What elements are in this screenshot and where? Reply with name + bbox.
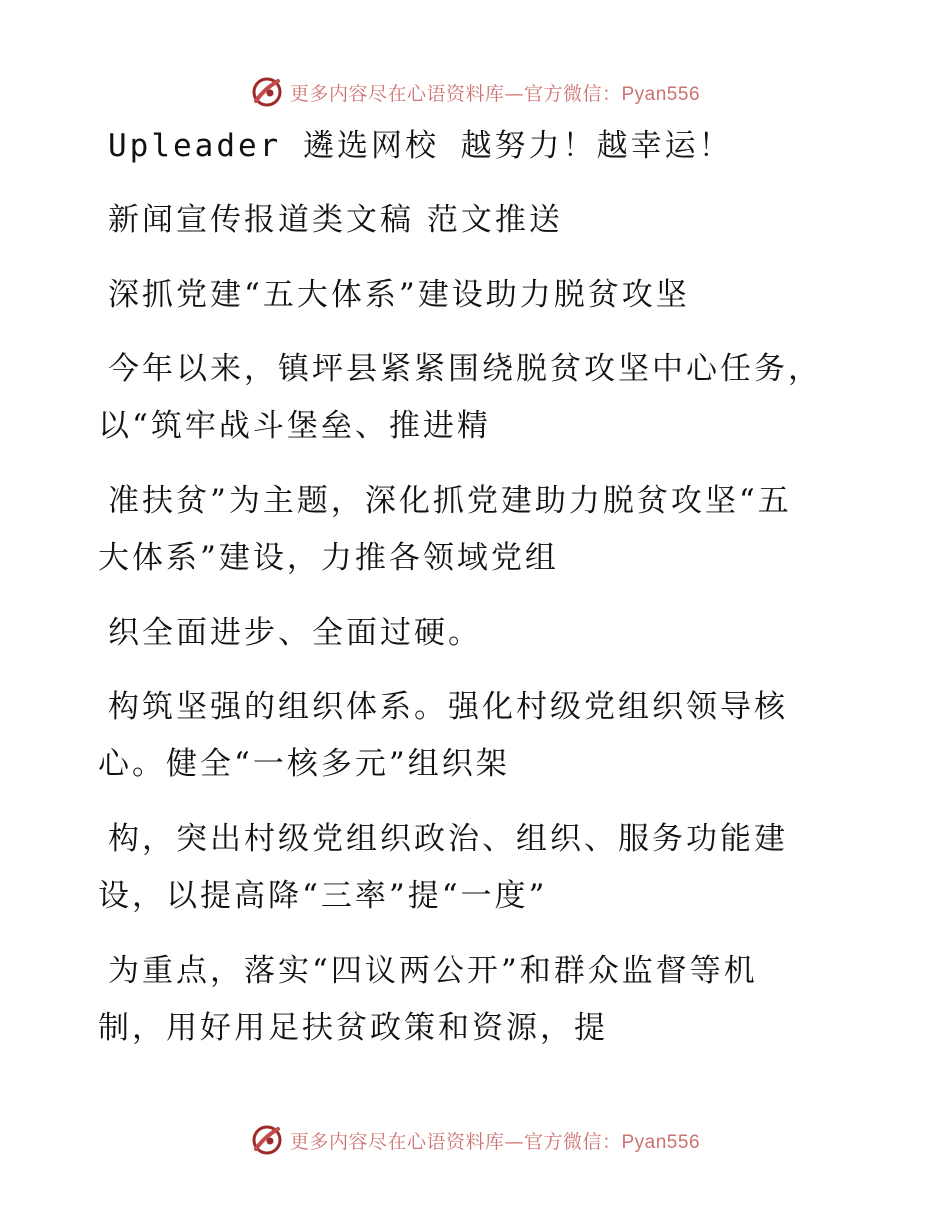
header-watermark xyxy=(0,72,950,112)
document-line: 构，突出村级党组织政治、组织、服务功能建 xyxy=(108,821,788,857)
document-line: 制，用好用足扶贫政策和资源，提 xyxy=(98,1010,608,1046)
document-line: 设，以提高降“三率”提“一度” xyxy=(98,878,548,914)
document-line: 构筑坚强的组织体系。强化村级党组织领导核 xyxy=(108,689,788,725)
watermark-wechat-id: Pyan556 xyxy=(621,83,701,105)
document-line: 以“筑牢战斗堡垒、推进精 xyxy=(98,408,491,444)
document-line: 今年以来，镇坪县紧紧围绕脱贫攻坚中心任务， xyxy=(108,351,822,387)
brush-logo-icon xyxy=(250,1123,284,1157)
watermark-text xyxy=(290,79,700,106)
watermark-wechat-id: Pyan556 xyxy=(621,1131,701,1153)
document-line: 新闻宣传报道类文稿 范文推送 xyxy=(108,202,563,238)
watermark-text xyxy=(290,1127,700,1154)
document-line: 为重点，落实“四议两公开”和群众监督等机 xyxy=(108,953,758,989)
document-line: 大体系”建设，力推各领域党组 xyxy=(98,540,559,576)
document-line: 准扶贫”为主题，深化抓党建助力脱贫攻坚“五 xyxy=(108,483,792,519)
watermark-label: 更多内容尽在心语资料库—官方微信： xyxy=(289,82,622,105)
document-title: 深抓党建“五大体系”建设助力脱贫攻坚 xyxy=(108,277,690,313)
document-line: Upleader 遴选网校 越努力！越幸运！ xyxy=(108,128,733,164)
document-line: 心。健全“一核多元”组织架 xyxy=(98,746,510,782)
watermark-label: 更多内容尽在心语资料库—官方微信： xyxy=(289,1130,622,1153)
document-line: 织全面进步、全面过硬。 xyxy=(108,615,482,651)
footer-watermark xyxy=(0,1120,950,1160)
brush-logo-icon xyxy=(250,75,284,109)
